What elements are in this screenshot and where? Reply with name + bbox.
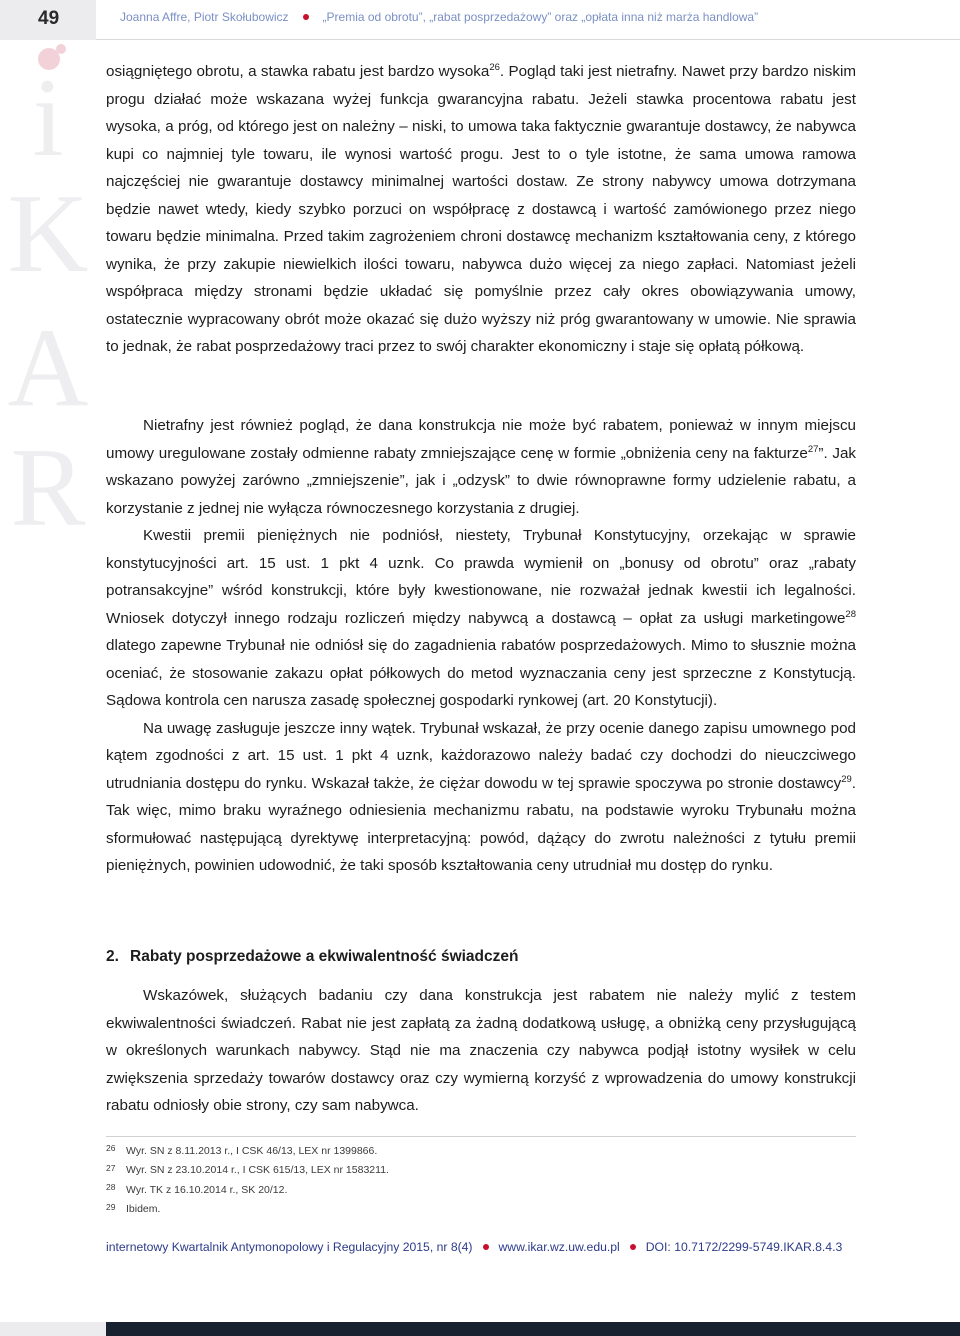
footnotes [106,1141,856,1219]
footnote-divider [106,1136,856,1137]
footer-dark-bar [106,1322,960,1336]
page-footer [106,1240,866,1254]
header-divider [96,39,960,40]
rail-letter-i: i [32,56,64,180]
footnote-number: 29 [106,1201,116,1212]
section-heading [106,948,518,966]
header-title: „Premia od obrotu”, „rabat posprzedażowy” oraz „opłata inna niż marża handlowa” [322,10,759,24]
paragraph-5: Wskazówek, służących badaniu czy dana konstrukcja jest rabatem nie należy mylić z testem ekwiwalentności świadczeń. Rabat nie jest zapłatą za żadną dodatkową usługę, a obniżką ceny przysługującą w określonych warunkach nabywcy. Stąd nie ma znaczenia czy nabywca podjął istotny wysiłek w celu zwiększenia sprzedaży towarów dostawcy oraz czy wymierną korzyść z wprowadzenia do umowy konstrukcji rabatu odniosły obie strony, czy sam nabywca. [106,987,856,1114]
rail-letter-r: R [10,426,86,550]
paragraph-text: Nietrafny jest również pogląd, że dana konstrukcja nie może być rabatem, ponieważ w innym miejscu umowy uregulowane zostały odmienne rabaty zmniejszające cenę w formie „obniżenia ceny na fakturze [106,417,856,462]
section-number: 2. [106,948,119,965]
footnote-item [106,1161,856,1181]
paragraph-text: Na uwagę zasługuje jeszcze inny wątek. Trybunał wskazał, że przy ocenie danego zapisu umownego pod kątem zgodności z art. 15 ust. 1 pkt 4 uznk, każdorazowo należy badać czy dochodzi do nieuczciwego utrudniania dostępu do rynku. Wskazał także, że ciężar dowodu w tej sprawie spoczywa po stronie dostawcy [106,719,856,792]
paragraph-text: osiągniętego obrotu, a stawka rabatu jest bardzo wysoka [106,63,490,80]
footnote-number: 28 [106,1182,116,1193]
footnote-ref-29[interactable]: 29 [841,773,852,785]
rail-letter-a: A [7,306,89,430]
rail-letter-k: K [7,172,89,296]
paragraph-text: dlatego zapewne Trybunał nie odniósł się do zagadnienia rabatów posprzedażowych. Mimo to słusznie można oceniać, że stosowanie zakazu opłat półkowych do metod wyznaczania ceny jest sprzeczne z Konstytucją. Sądowa kontrola cen narusza zasadę społecznej gospodarki rynkowej (art. 20 Konstytucji). [106,637,856,709]
running-header [120,10,758,30]
footer-journal: internetowy Kwartalnik Antymonopolowy i Regulacyjny 2015, nr 8(4) [106,1240,473,1254]
footnote-ref-28[interactable]: 28 [845,608,856,620]
paragraph-text: ”. Jak wskazano powyżej zarówno „zmniejszenie”, jak i „odzysk” to dwie równoprawne formy udzielenie rabatu, a korzystanie z jednej nie wyłącza równoczesnego korzystania z drugiej. [106,444,857,517]
footnote-ref-26[interactable]: 26 [489,61,500,73]
paragraph-4 [106,715,856,880]
body-text-block-1 [106,58,856,361]
paragraph-text: Kwestii premii pieniężnych nie podniósł, niestety, Trybunał Konstytucyjny, orzekając w sprawie konstytucyjności art. 15 ust. 1 pkt 4 uznk. Co prawda wymienił on „bonusy od obrotu” oraz „rabaty potransakcyjne” wśród konstrukcji, które były kwestionowane, nie rozważał jednak kwestii ich legalności. Wniosek dotyczył innego rodzaju rozliczeń między nabywcą a dostawcą – opłat za usługi marketingowe [106,527,856,627]
footnote-text: Ibidem. [126,1203,161,1216]
page-number-box [0,0,96,40]
header-separator-dot [303,14,309,20]
footnote-text: Wyr. SN z 8.11.2013 r., I CSK 46/13, LEX nr 1399866. [126,1144,378,1157]
footnote-text: Wyr. SN z 23.10.2014 r., I CSK 615/13, LEX nr 1583211. [126,1164,389,1177]
footer-separator-dot [630,1244,636,1250]
body-text-block-2 [106,412,856,880]
header-authors: Joanna Affre, Piotr Skołubowicz [120,10,289,24]
footer-doi[interactable]: DOI: 10.7172/2299-5749.IKAR.8.4.3 [645,1240,843,1254]
footnote-item [106,1180,856,1200]
footnote-number: 27 [106,1162,116,1173]
footnote-item [106,1141,856,1161]
footer-separator-dot [483,1244,489,1250]
paragraph-text: . Pogląd taki jest nietrafny. Nawet przy bardzo niskim progu działać może wskazana wyżej funkcja gwarancyjna rabatu. Jeżeli stawka procentowa rabatu jest wysoka, a próg, od którego jest on należny – niski, to umowa taka faktycznie gwarantuje dostawcy, że nabywca kupi co najmniej tyle towaru, ile wynosi wartość progu. Jest to o tyle istotne, że sama umowa ramowa najczęściej nie gwarantuje dostawcy minimalnej wartości dostaw. Ze strony nabywcy umowa dotrzymana będzie nawet wtedy, kiedy szybko porzuci on współpracę z dostawcą i wartość zamówionego przez niego towaru będzie minimalna. Przed takim zagrożeniem chroni dostawcę mechanizm kształtowania ceny, z którego wynika, że przy zakupie niewielkich ilości towaru, nabywca dużo więcej za niego zapłaci. Natomiast jeżeli współpraca między stronami będzie układać się pomyślnie przez cały okres obowiązywania umowy, ostatecznie wypracowany obrót może okazać się dużo wyższy niż próg gwarantowany w umowie. Nie sprawia to jednak, że rabat posprzedażowy traci przez to swój charakter ekonomiczny i staje się opłatą półkową. [106,63,856,355]
footer-grey-block [0,1322,106,1336]
footnote-number: 26 [106,1143,116,1154]
body-text-block-3 [106,982,856,1120]
footnote-text: Wyr. TK z 16.10.2014 r., SK 20/12. [126,1183,288,1196]
section-title: Rabaty posprzedażowe a ekwiwalentność świadczeń [130,948,519,965]
page-number: 49 [38,8,60,29]
footer-url-link[interactable]: www.ikar.wz.uw.edu.pl [498,1240,620,1254]
footnote-item [106,1200,856,1220]
paragraph-1 [106,58,856,361]
logo-dot-small [56,44,66,54]
paragraph-text: . Tak więc, mimo braku wyraźnego odniesienia mechanizmu rabatu, na podstawie wyroku Trybunału można sformułować następującą dyrektywę interpretacyjną: powód, dążący do zwrotu należności z tytułu premii pieniężnych, powinien udowodnić, że taki sposób kształtowania ceny utrudniał mu dostęp do rynku. [106,774,856,874]
paragraph-2 [106,412,856,522]
paragraph-3 [106,522,856,715]
footnote-ref-27[interactable]: 27 [807,443,819,455]
